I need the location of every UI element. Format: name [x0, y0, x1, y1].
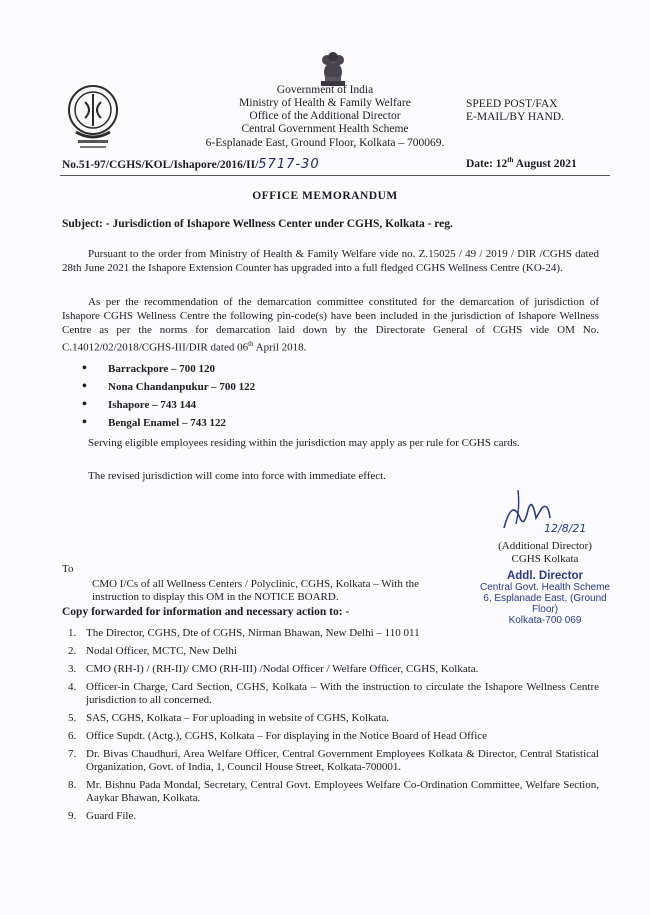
- copy-item-text: The Director, CGHS, Dte of CGHS, Nirman Bhawan, New Delhi – 110 011: [86, 627, 420, 639]
- body-paragraph: The revised jurisdiction will come into force with immediate effect.: [88, 470, 386, 482]
- copy-item-text: Guard File.: [86, 810, 137, 822]
- stamp-address: Kolkata-700 069: [508, 615, 582, 626]
- pincode-item: • Barrackpore – 700 120: [98, 363, 255, 381]
- stamp-org: Central Govt. Health Scheme: [479, 582, 611, 593]
- stamp-address: 6, Esplanade East, (Ground Floor): [483, 593, 607, 615]
- copy-item-number: 4.: [68, 681, 77, 693]
- national-emblem-icon: [313, 50, 353, 88]
- signatory-block: [480, 540, 610, 566]
- signature-date: 12/8/21: [544, 522, 587, 535]
- header-line: 6-Esplanade East, Ground Floor, Kolkata – 700069.: [205, 137, 445, 149]
- stamp-title: Addl. Director: [506, 570, 584, 582]
- copy-item: [62, 730, 599, 743]
- copy-item: [62, 645, 599, 658]
- copy-item-text: SAS, CGHS, Kolkata – For uploading in website of CGHS, Kolkata.: [86, 712, 390, 724]
- reference-number-text: No.51-97/CGHS/KOL/Ishapore/2016/II/: [62, 159, 259, 171]
- copy-item-number: 3.: [68, 663, 77, 675]
- signature-scribble: [498, 488, 587, 538]
- header-line: Central Government Health Scheme: [241, 123, 409, 135]
- to-label: To: [62, 563, 74, 575]
- official-stamp: [470, 571, 620, 626]
- copy-item-text: Dr. Bivas Chaudhuri, Area Welfare Officer, Central Government Employees Kolkata & Director, Central Statistical Organization, Govt. of India, 1, Council House Street, Kolkata-700001.: [86, 748, 599, 773]
- pincode-item: • Ishapore – 743 144: [98, 399, 255, 417]
- copy-item-number: 6.: [68, 730, 77, 742]
- header-line: Government of India: [276, 84, 374, 96]
- copy-item-text: CMO (RH-I) / (RH-II)/ CMO (RH-III) /Nodal Officer / Welfare Officer, CGHS, Kolkata.: [86, 663, 479, 675]
- header-delivery-mode: SPEED POST/FAX: [466, 98, 558, 110]
- date-suffix: August 2021: [513, 157, 577, 170]
- reference-number: [62, 157, 320, 172]
- copy-item-number: 5.: [68, 712, 77, 724]
- body-paragraph: [62, 295, 599, 355]
- signatory-title: (Additional Director): [498, 540, 592, 552]
- paragraph-sup: th: [248, 340, 254, 348]
- copy-item: [62, 681, 599, 707]
- handwritten-dispatch-number: 5717-30: [258, 157, 320, 172]
- body-paragraph: Serving eligible employees residing within the jurisdiction may apply as per rule for CGHS cards.: [88, 437, 520, 449]
- memo-date: [466, 156, 577, 170]
- pincode-list: [98, 363, 255, 435]
- header-line: Ministry of Health & Family Welfare: [239, 97, 411, 109]
- copy-item-text: Mr. Bishnu Pada Mondal, Secretary, Central Govt. Employees Welfare Co-Ordination Committee, Welfare Section, Aaykar Bhawan, Kolkata.: [86, 779, 599, 804]
- copy-item-number: 1.: [68, 627, 77, 639]
- copy-item-text: Nodal Officer, MCTC, New Delhi: [86, 645, 237, 657]
- copy-item-text: Office Supdt. (Actg.), CGHS, Kolkata – For displaying in the Notice Board of Head Office: [86, 730, 488, 742]
- header-line: Office of the Additional Director: [249, 110, 401, 122]
- copy-item: [62, 810, 599, 823]
- copy-item: [62, 748, 599, 774]
- memo-subject: Subject: - Jurisdiction of Ishapore Wellness Center under CGHS, Kolkata - reg.: [62, 218, 453, 230]
- body-paragraph: Pursuant to the order from Ministry of Health & Family Welfare vide no. Z.15025 / 49 / 2019 / DIR /CGHS dated 28th June 2021 the Ishapore Extension Counter has upgraded into a full fledged CGHS Wellness Centre (KO-24).: [62, 248, 599, 274]
- copy-heading: Copy forwarded for information and necessary action to: -: [62, 606, 350, 618]
- copy-item-number: 7.: [68, 748, 77, 760]
- date-sup: th: [507, 156, 514, 164]
- copy-item: [62, 779, 599, 805]
- memo-title: OFFICE MEMORANDUM: [252, 190, 398, 202]
- header-divider: [60, 175, 610, 176]
- copy-item-number: 2.: [68, 645, 77, 657]
- copy-item-number: 8.: [68, 779, 77, 791]
- copy-item: [62, 663, 599, 676]
- pincode-item: • Bengal Enamel – 743 122: [98, 417, 255, 435]
- to-recipient: CMO I/Cs of all Wellness Centers / Polyclinic, CGHS, Kolkata – With the instruction to display this OM in the NOTICE BOARD.: [92, 578, 420, 603]
- signatory-org: CGHS Kolkata: [511, 553, 579, 565]
- header-delivery-mode: E-MAIL/BY HAND.: [466, 111, 564, 123]
- pincode-item: • Nona Chandanpukur – 700 122: [98, 381, 255, 399]
- paragraph-text: As per the recommendation of the demarcation committee constituted for the demarcation of jurisdiction of Ishapore CGHS Wellness Centre the following pin-code(s) have been included in the jurisdiction of Ishapore Wellness Centre as per the norms for demarcation laid down by the Directorate General of CGHS vide OM No. C.14012/02/2018/CGHS-III/DIR dated 06: [62, 296, 599, 354]
- date-prefix: Date: 12: [466, 157, 508, 170]
- copy-item: [62, 627, 599, 640]
- paragraph-text: April 2018.: [253, 341, 307, 354]
- copy-item-text: Officer-in Charge, Card Section, CGHS, Kolkata – With the instruction to circulate the Ishapore Wellness Centre jurisdiction to all concerned.: [86, 681, 599, 706]
- copy-item: [62, 712, 599, 725]
- copy-item-number: 9.: [68, 810, 77, 822]
- copy-list: [62, 627, 599, 828]
